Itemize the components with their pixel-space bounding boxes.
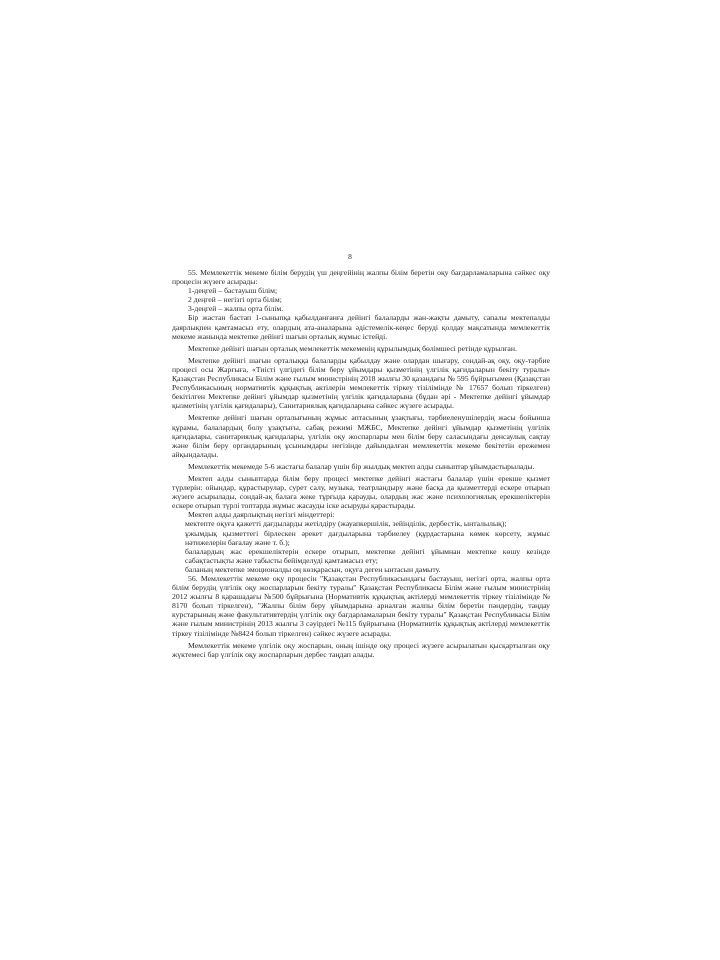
list-item-level-3: 3-деңгей – жалпы орта білім. <box>188 304 284 314</box>
page-number: 8 <box>348 252 352 261</box>
task-item-transition: балалардың жас ерекшеліктерін ескере отырып, мектепке дейінгі ұйымнан мектепке көшу кезінде сабақтастықты және табысты бейімделуді қамтамасыз ету; <box>185 546 550 565</box>
list-item-level-2: 2 деңгей – негізгі орта білім; <box>188 295 282 305</box>
task-item-skills: мектепте оқуға қажетті дағдыларды жетілдіру (жауапкершілік, зейінділік, дербестік, ынталылық); <box>185 519 507 529</box>
paragraph-preschool-classes: Мемлекеттік мекемеде 5-6 жастағы балалар үшін бір жылдық мектеп алды сыныптар ұйымдастырылады. <box>188 461 535 471</box>
list-item-level-1: 1-деңгей – бастауыш білім; <box>188 286 278 296</box>
paragraph-mini-center-structure: Мектепке дейінгі шағын орталық мемлекеттік мекеменің құрылымдық бөлімшесі ретінде құрылған. <box>188 343 517 353</box>
paragraph-work-week: Мектепке дейінгі шағын орталығының жұмыс аптасының ұзақтығы, тәрбиеленушілердің жасы бойынша құрамы, балалардың болу ұзақтығы, сабақ режимі МЖБС, Мектепке дейінгі ұйымдар қызметінің үлгілік қағидалары, санитариялық қағидалары, үлгілік оқу жоспарлары мен білім беру саласындағы денсаулық сақтау және білім беру органдарының ұсынымдары негізінде дайындалған мемлекеттік мекеме бекітетін ережемен айқындалады. <box>172 413 550 459</box>
task-item-motivation: баланың мектепке эмоционалды оң көзқарасын, оқуға деген ынтасын дамыту. <box>185 564 441 574</box>
paragraph-55: 55. Мемлекеттік мекеме білім берудің үш деңгейінің жалпы білім беретін оқу бағдарламаларына сәйкес оқу процесін жүзеге асырады: <box>172 268 550 287</box>
task-item-teamwork: ұжымдық қызметтегі бірлескен әрекет дағдыларына тәрбиелеу (құрдастарына көмек көрсету, жұмыс нәтижелерін бағалау және т. б.); <box>185 528 550 547</box>
paragraph-main-tasks: Мектеп алды даярлықтың негізгі міндеттері: <box>188 510 335 520</box>
paragraph-mini-center-purpose: Бір жастан бастап 1-сыныпқа қабылданғанға дейінгі балаларды жан-жақты дамыту, сапалы мектепалды даярлықпен қамтамасыз ету, олардың ата-аналарына әдістемелік-кеңес беруді қолдау мақсатында мемлекеттік мекеме жанында мектепке дейінгі шағын орталық жұмыс істейді. <box>172 313 550 341</box>
document-body <box>172 268 550 659</box>
paragraph-admission-rules: Мектепке дейінгі шағын орталыққа балаларды қабылдау және олардан шығару, сондай-ақ оқу, оқу-тәрбие процесі осы Жарғыға, «Тиісті үлгідегі білім беру ұйымдары қызметінің үлгілік қағидаларын бекіту туралы» Қазақстан Республикасы Білім және ғылым министрінің 2018 жылғы 30 қазандағы № 595 бұйрығымен (Қазақстан Республикасының нормативтік құқықтық актілерін мемлекеттік тіркеу тізілімінде № 17657 болып тіркелген) бекітілген Мектепке дейінгі ұйымдар қызметінің үлгілік қағидаларына (бұдан әрі - Мектепке дейінгі ұйымдар қызметінің үлгілік қағидалары), Санитариялық қағидаларына сәйкес жүзеге асырады. <box>172 355 550 411</box>
paragraph-56: 56. Мемлекеттік мекеме оқу процесін "Қазақстан Республикасындағы бастауыш, негізгі орта, жалпы орта білім берудің үлгілік оқу жоспарларын бекіту туралы" Қазақстан Республикасы Білім және ғылым министрінің 2012 жылғы 8 қарашадағы №500 бұйрығына (Нормативтік құқықтық актілерді мемлекеттік тіркеу тізілімінде № 8170 болып тіркелген), "Жалпы білім беру ұйымдарына арналған жалпы білім беретін пәндердің, таңдау курстарының және факультативтердің үлгілік оқу бағдарламаларын бекіту туралы" Қазақстан Республикасы Білім және ғылым министрінің 2013 жылғы 3 сәуірдегі №115 бұйрығына (Нормативтік құқықтық актілерді мемлекеттік тіркеу тізілімінде №8424 болып тіркелген) сәйкес жүзеге асырады. <box>172 574 550 638</box>
paragraph-curriculum-choice: Мемлекеттік мекеме үлгілік оқу жоспарын, оның ішінде оқу процесі жүзеге асырылатын қысқартылған оқу жүктемесі бар үлгілік оқу жоспарларын дербес таңдап алады. <box>172 640 550 659</box>
paragraph-preschool-education: Мектеп алды сыныптарда білім беру процесі мектепке дейінгі жастағы балалар үшін ерекше қызмет түрлерін: ойындар, құрастырулар, сурет салу, музыка, театрландыру және басқа да қызметтерді ескере отырып жүзеге асырылады, сондай-ақ балаға жеке тұрғыда қарауды, олардың жас және психологиялық ерекшеліктерін ескере отырып түрлі топтарда жұмыс жасауды іске асыруды қарастырады. <box>172 473 550 511</box>
